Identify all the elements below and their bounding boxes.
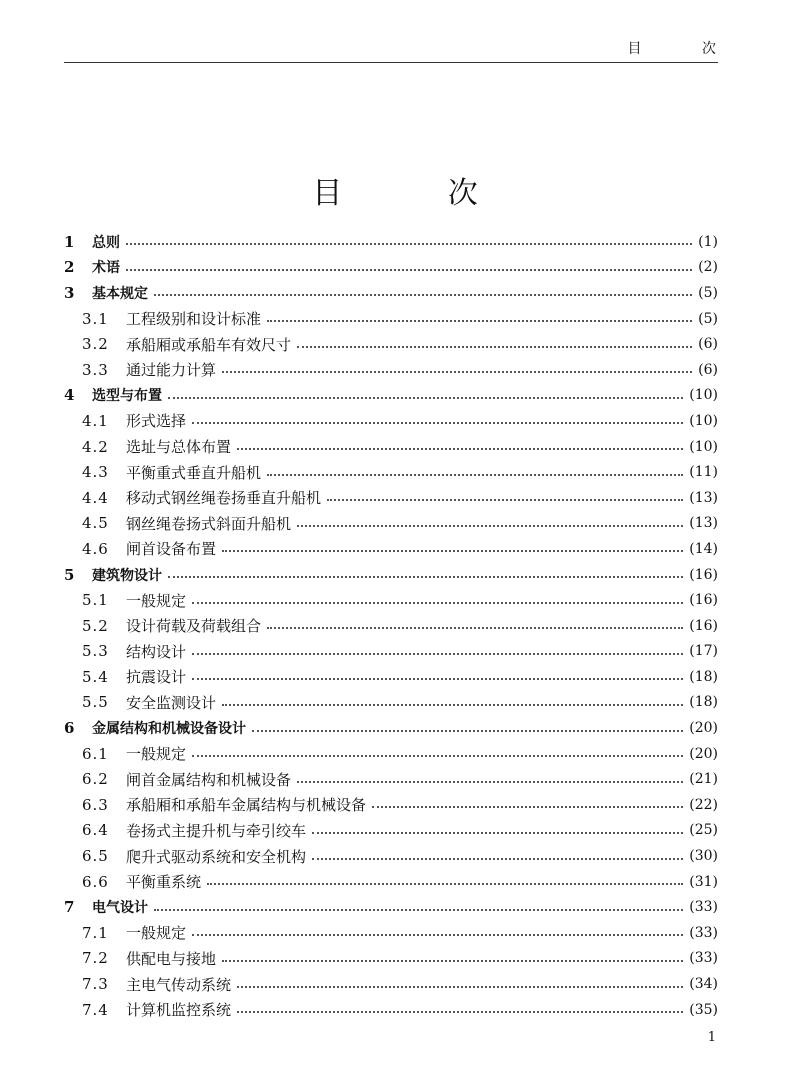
toc-entry-page: (25) [689, 822, 718, 839]
toc-entry-number: 5.5 [82, 693, 109, 712]
toc-entry-title: 抗震设计 [126, 668, 187, 687]
dot-leader [327, 498, 683, 501]
toc-entry-number: 5.1 [82, 591, 109, 610]
toc-section-entry[interactable] [64, 434, 718, 460]
toc-section-entry[interactable] [64, 920, 718, 946]
toc-entry-page: (10) [689, 387, 718, 404]
dot-leader [126, 268, 692, 271]
toc-entry-page: (34) [689, 976, 718, 993]
toc-section-entry[interactable] [64, 613, 718, 639]
dot-leader [168, 396, 683, 399]
toc-entry-page: (33) [689, 924, 718, 941]
toc-entry-page: (2) [698, 259, 718, 276]
toc-entry-page: (10) [689, 412, 718, 429]
toc-section-entry[interactable] [64, 997, 718, 1023]
toc-entry-title: 承船厢和承船车金属结构与机械设备 [126, 796, 367, 815]
toc-section-entry[interactable] [64, 664, 718, 690]
toc-entry-page: (16) [689, 566, 718, 583]
toc-entry-number: 7.4 [82, 1000, 109, 1019]
toc-entry-page: (33) [689, 950, 718, 967]
toc-entry-page: (21) [689, 771, 718, 788]
toc-section-entry[interactable] [64, 766, 718, 792]
toc-section-entry[interactable] [64, 818, 718, 844]
dot-leader [154, 908, 683, 911]
toc-entry-page: (31) [689, 873, 718, 890]
toc-section-entry[interactable] [64, 869, 718, 895]
toc-entry-page: (17) [689, 643, 718, 660]
toc-entry-title: 设计荷载及荷载组合 [126, 617, 262, 636]
toc-entry-page: (5) [698, 284, 718, 301]
dot-leader [237, 1010, 683, 1013]
running-header-text: 目 次 [627, 41, 744, 57]
toc-entry-number: 7.1 [82, 923, 109, 942]
toc-entry-number: 7.3 [82, 975, 109, 994]
dot-leader [192, 601, 683, 604]
toc-entry-title: 移动式钢丝绳卷扬垂直升船机 [126, 489, 322, 508]
page-number: 1 [707, 1030, 716, 1045]
dot-leader [237, 985, 683, 988]
toc-entry-page: (6) [698, 361, 718, 378]
toc-entry-page: (13) [689, 489, 718, 506]
toc-entry-page: (18) [689, 694, 718, 711]
table-of-contents [64, 229, 718, 1022]
toc-entry-number: 4.5 [82, 514, 109, 533]
dot-leader [192, 652, 683, 655]
dot-leader [297, 524, 683, 527]
toc-chapter-entry[interactable] [64, 229, 718, 255]
toc-entry-title: 金属结构和机械设备设计 [92, 721, 246, 738]
toc-entry-title: 卷扬式主提升机与牵引绞车 [126, 821, 307, 840]
dot-leader [222, 959, 683, 962]
dot-leader [267, 319, 692, 322]
toc-entry-title: 闸首金属结构和机械设备 [126, 770, 292, 789]
toc-entry-number: 5.4 [82, 667, 109, 686]
toc-entry-title: 工程级别和设计标准 [126, 310, 262, 329]
toc-entry-title: 供配电与接地 [126, 949, 217, 968]
toc-section-entry[interactable] [64, 946, 718, 972]
toc-section-entry[interactable] [64, 511, 718, 537]
toc-entry-page: (11) [689, 464, 718, 481]
toc-entry-title: 一般规定 [126, 745, 187, 764]
toc-entry-page: (20) [689, 745, 718, 762]
dot-leader [252, 729, 683, 732]
toc-entry-number: 6.5 [82, 847, 109, 866]
toc-section-entry[interactable] [64, 536, 718, 562]
toc-entry-title: 一般规定 [126, 591, 187, 610]
toc-section-entry[interactable] [64, 741, 718, 767]
dot-leader [192, 421, 683, 424]
toc-entry-page: (1) [698, 233, 718, 250]
toc-entry-title: 总则 [92, 234, 120, 251]
toc-entry-number: 5.2 [82, 616, 109, 635]
toc-entry-title: 结构设计 [126, 642, 187, 661]
toc-entry-number: 2 [64, 258, 75, 277]
toc-section-entry[interactable] [64, 331, 718, 357]
toc-entry-page: (33) [689, 899, 718, 916]
dot-leader [192, 933, 683, 936]
toc-entry-title: 计算机监控系统 [126, 1001, 232, 1020]
dot-leader [222, 549, 683, 552]
dot-leader [267, 473, 683, 476]
dot-leader [222, 370, 692, 373]
toc-entry-number: 6.4 [82, 821, 109, 840]
toc-entry-title: 承船厢或承船车有效尺寸 [126, 335, 292, 354]
toc-entry-number: 5 [64, 565, 75, 584]
toc-entry-page: (14) [689, 540, 718, 557]
toc-entry-number: 1 [64, 232, 75, 251]
toc-entry-page: (16) [689, 617, 718, 634]
toc-chapter-entry[interactable] [64, 894, 718, 920]
toc-entry-number: 4.6 [82, 539, 109, 558]
toc-entry-title: 形式选择 [126, 412, 187, 431]
toc-chapter-entry[interactable] [64, 255, 718, 281]
toc-entry-number: 3 [64, 283, 75, 302]
toc-chapter-entry[interactable] [64, 562, 718, 588]
toc-entry-number: 5.3 [82, 642, 109, 661]
toc-entry-title: 基本规定 [92, 285, 148, 302]
dot-leader [192, 754, 683, 757]
toc-entry-number: 6 [64, 719, 75, 738]
toc-section-entry[interactable] [64, 459, 718, 485]
dot-leader [297, 345, 692, 348]
toc-entry-number: 3.3 [82, 360, 109, 379]
toc-entry-number: 3.2 [82, 335, 109, 354]
toc-section-entry[interactable] [64, 843, 718, 869]
dot-leader [207, 882, 683, 885]
toc-entry-number: 3.1 [82, 309, 109, 328]
dot-leader [297, 780, 683, 783]
toc-entry-number: 4.1 [82, 411, 109, 430]
toc-entry-title: 选型与布置 [92, 388, 162, 405]
toc-entry-page: (16) [689, 592, 718, 609]
running-header [64, 36, 744, 63]
toc-entry-title: 电气设计 [92, 900, 148, 917]
toc-entry-page: (20) [689, 720, 718, 737]
toc-entry-title: 钢丝绳卷扬式斜面升船机 [126, 514, 292, 533]
dot-leader [267, 626, 683, 629]
toc-chapter-entry[interactable] [64, 715, 718, 741]
toc-entry-page: (6) [698, 336, 718, 353]
toc-entry-page: (35) [689, 1001, 718, 1018]
page-title: 目 次 [312, 176, 526, 211]
toc-chapter-entry[interactable] [64, 280, 718, 306]
toc-entry-number: 6.1 [82, 744, 109, 763]
toc-section-entry[interactable] [64, 792, 718, 818]
toc-entry-title: 建筑物设计 [92, 567, 162, 584]
toc-section-entry[interactable] [64, 408, 718, 434]
toc-entry-page: (13) [689, 515, 718, 532]
dot-leader [237, 447, 683, 450]
toc-entry-number: 4.3 [82, 463, 109, 482]
toc-entry-title: 选址与总体布置 [126, 438, 232, 457]
toc-entry-page: (22) [689, 796, 718, 813]
dot-leader [168, 575, 683, 578]
dot-leader [312, 857, 683, 860]
toc-entry-title: 平衡重系统 [126, 873, 202, 892]
toc-entry-page: (18) [689, 668, 718, 685]
toc-section-entry[interactable] [64, 357, 718, 383]
toc-entry-number: 7.2 [82, 949, 109, 968]
dot-leader [222, 703, 683, 706]
toc-entry-title: 主电气传动系统 [126, 975, 232, 994]
toc-section-entry[interactable] [64, 587, 718, 613]
toc-entry-page: (10) [689, 438, 718, 455]
toc-entry-title: 闸首设备布置 [126, 540, 217, 559]
dot-leader [372, 805, 683, 808]
toc-entry-page: (30) [689, 848, 718, 865]
toc-entry-number: 7 [64, 898, 75, 917]
toc-section-entry[interactable] [64, 485, 718, 511]
dot-leader [154, 293, 692, 296]
toc-entry-title: 平衡重式垂直升船机 [126, 463, 262, 482]
toc-section-entry[interactable] [64, 306, 718, 332]
toc-entry-number: 6.2 [82, 770, 109, 789]
toc-entry-page: (5) [698, 310, 718, 327]
toc-entry-number: 4.4 [82, 488, 109, 507]
toc-entry-number: 4 [64, 386, 75, 405]
toc-chapter-entry[interactable] [64, 383, 718, 409]
toc-entry-title: 术语 [92, 260, 120, 277]
toc-entry-title: 安全监测设计 [126, 693, 217, 712]
toc-entry-title: 爬升式驱动系统和安全机构 [126, 847, 307, 866]
toc-section-entry[interactable] [64, 971, 718, 997]
toc-entry-number: 4.2 [82, 437, 109, 456]
dot-leader [192, 677, 683, 680]
dot-leader [126, 242, 692, 245]
dot-leader [312, 831, 683, 834]
toc-entry-number: 6.6 [82, 872, 109, 891]
toc-entry-title: 一般规定 [126, 924, 187, 943]
toc-entry-number: 6.3 [82, 795, 109, 814]
toc-section-entry[interactable] [64, 639, 718, 665]
toc-entry-title: 通过能力计算 [126, 361, 217, 380]
toc-section-entry[interactable] [64, 690, 718, 716]
